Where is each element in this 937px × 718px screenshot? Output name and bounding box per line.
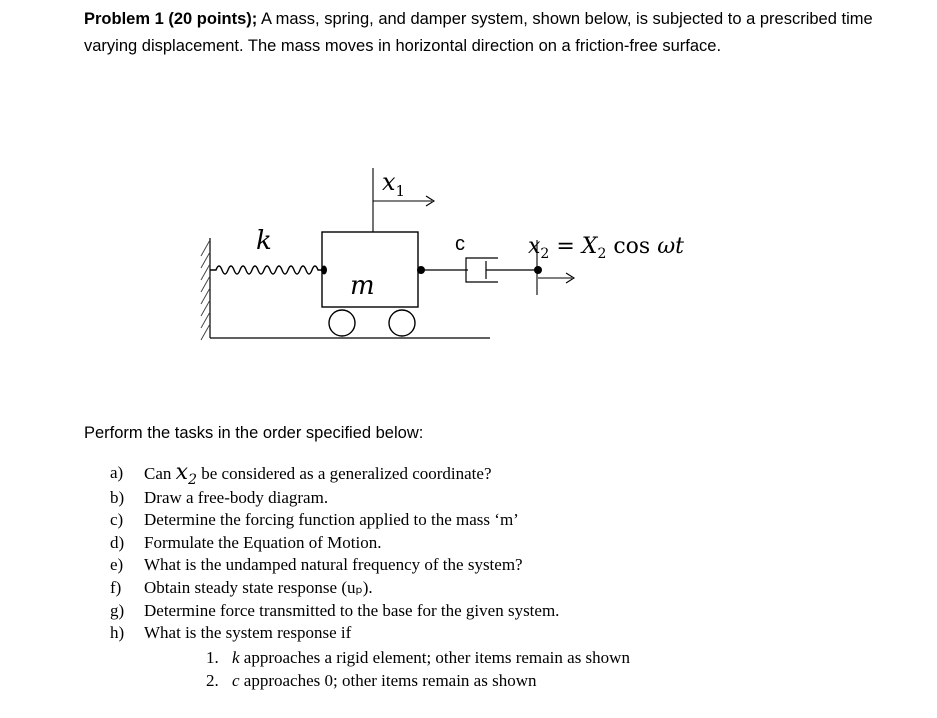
subitem-list — [206, 647, 630, 692]
spring — [210, 266, 326, 274]
task-label: c) — [110, 510, 124, 530]
wheel-right — [389, 310, 415, 336]
task-label: a) — [110, 463, 124, 482]
wheel-left — [329, 310, 355, 336]
task-item: f) Obtain steady state response (uₚ). — [110, 577, 559, 600]
subitem-label: 2. — [206, 670, 219, 690]
c-variable: c — [232, 670, 240, 690]
task-label: g) — [110, 600, 125, 620]
task-list — [110, 462, 559, 645]
subitem: 1. k approaches a rigid element; other items remain as shown — [206, 647, 630, 670]
problem-title: Problem 1 (20 points); — [84, 10, 258, 28]
x1-label: $x_1$ — [382, 168, 406, 200]
x2-equation: $x_2 = X_2$ cos ωt — [528, 234, 684, 262]
task-item: d) Formulate the Equation of Motion. — [110, 532, 559, 555]
task-item: h) What is the system response if — [110, 622, 559, 645]
damper-pin-right — [534, 266, 542, 274]
problem-text: A mass, spring, and damper system, shown below, is subjected to a prescribed time varying displacement. The mass moves in horizontal direction on a friction-free surface. — [84, 10, 873, 55]
task-item: b) Draw a free-body diagram. — [110, 487, 559, 510]
k-variable: k — [232, 648, 240, 667]
task-item: a) Can $x_2$ be considered as a generalized coordinate? — [110, 460, 492, 488]
task-item: e) What is the undamped natural frequency of the system? — [110, 554, 559, 577]
k-label: k — [256, 226, 272, 256]
c-label: c — [455, 233, 465, 255]
wall-hatch — [201, 240, 210, 340]
subitem: 2. c approaches 0; other items remain as shown — [206, 670, 630, 693]
task-label: d) — [110, 532, 125, 552]
x2-variable: $x_2$ — [175, 460, 197, 488]
subitem-label: 1. — [206, 648, 219, 667]
task-item: g) Determine force transmitted to the base for the given system. — [110, 600, 559, 623]
intro-text: Perform the tasks in the order specified below: — [84, 424, 424, 442]
task-label: b) — [110, 487, 125, 507]
task-label: f) — [110, 577, 122, 597]
task-label: h) — [110, 623, 125, 643]
task-item: c) Determine the forcing function applied to the mass ‘m’ — [110, 509, 559, 532]
task-label: e) — [110, 555, 124, 575]
m-label: m — [350, 271, 375, 301]
